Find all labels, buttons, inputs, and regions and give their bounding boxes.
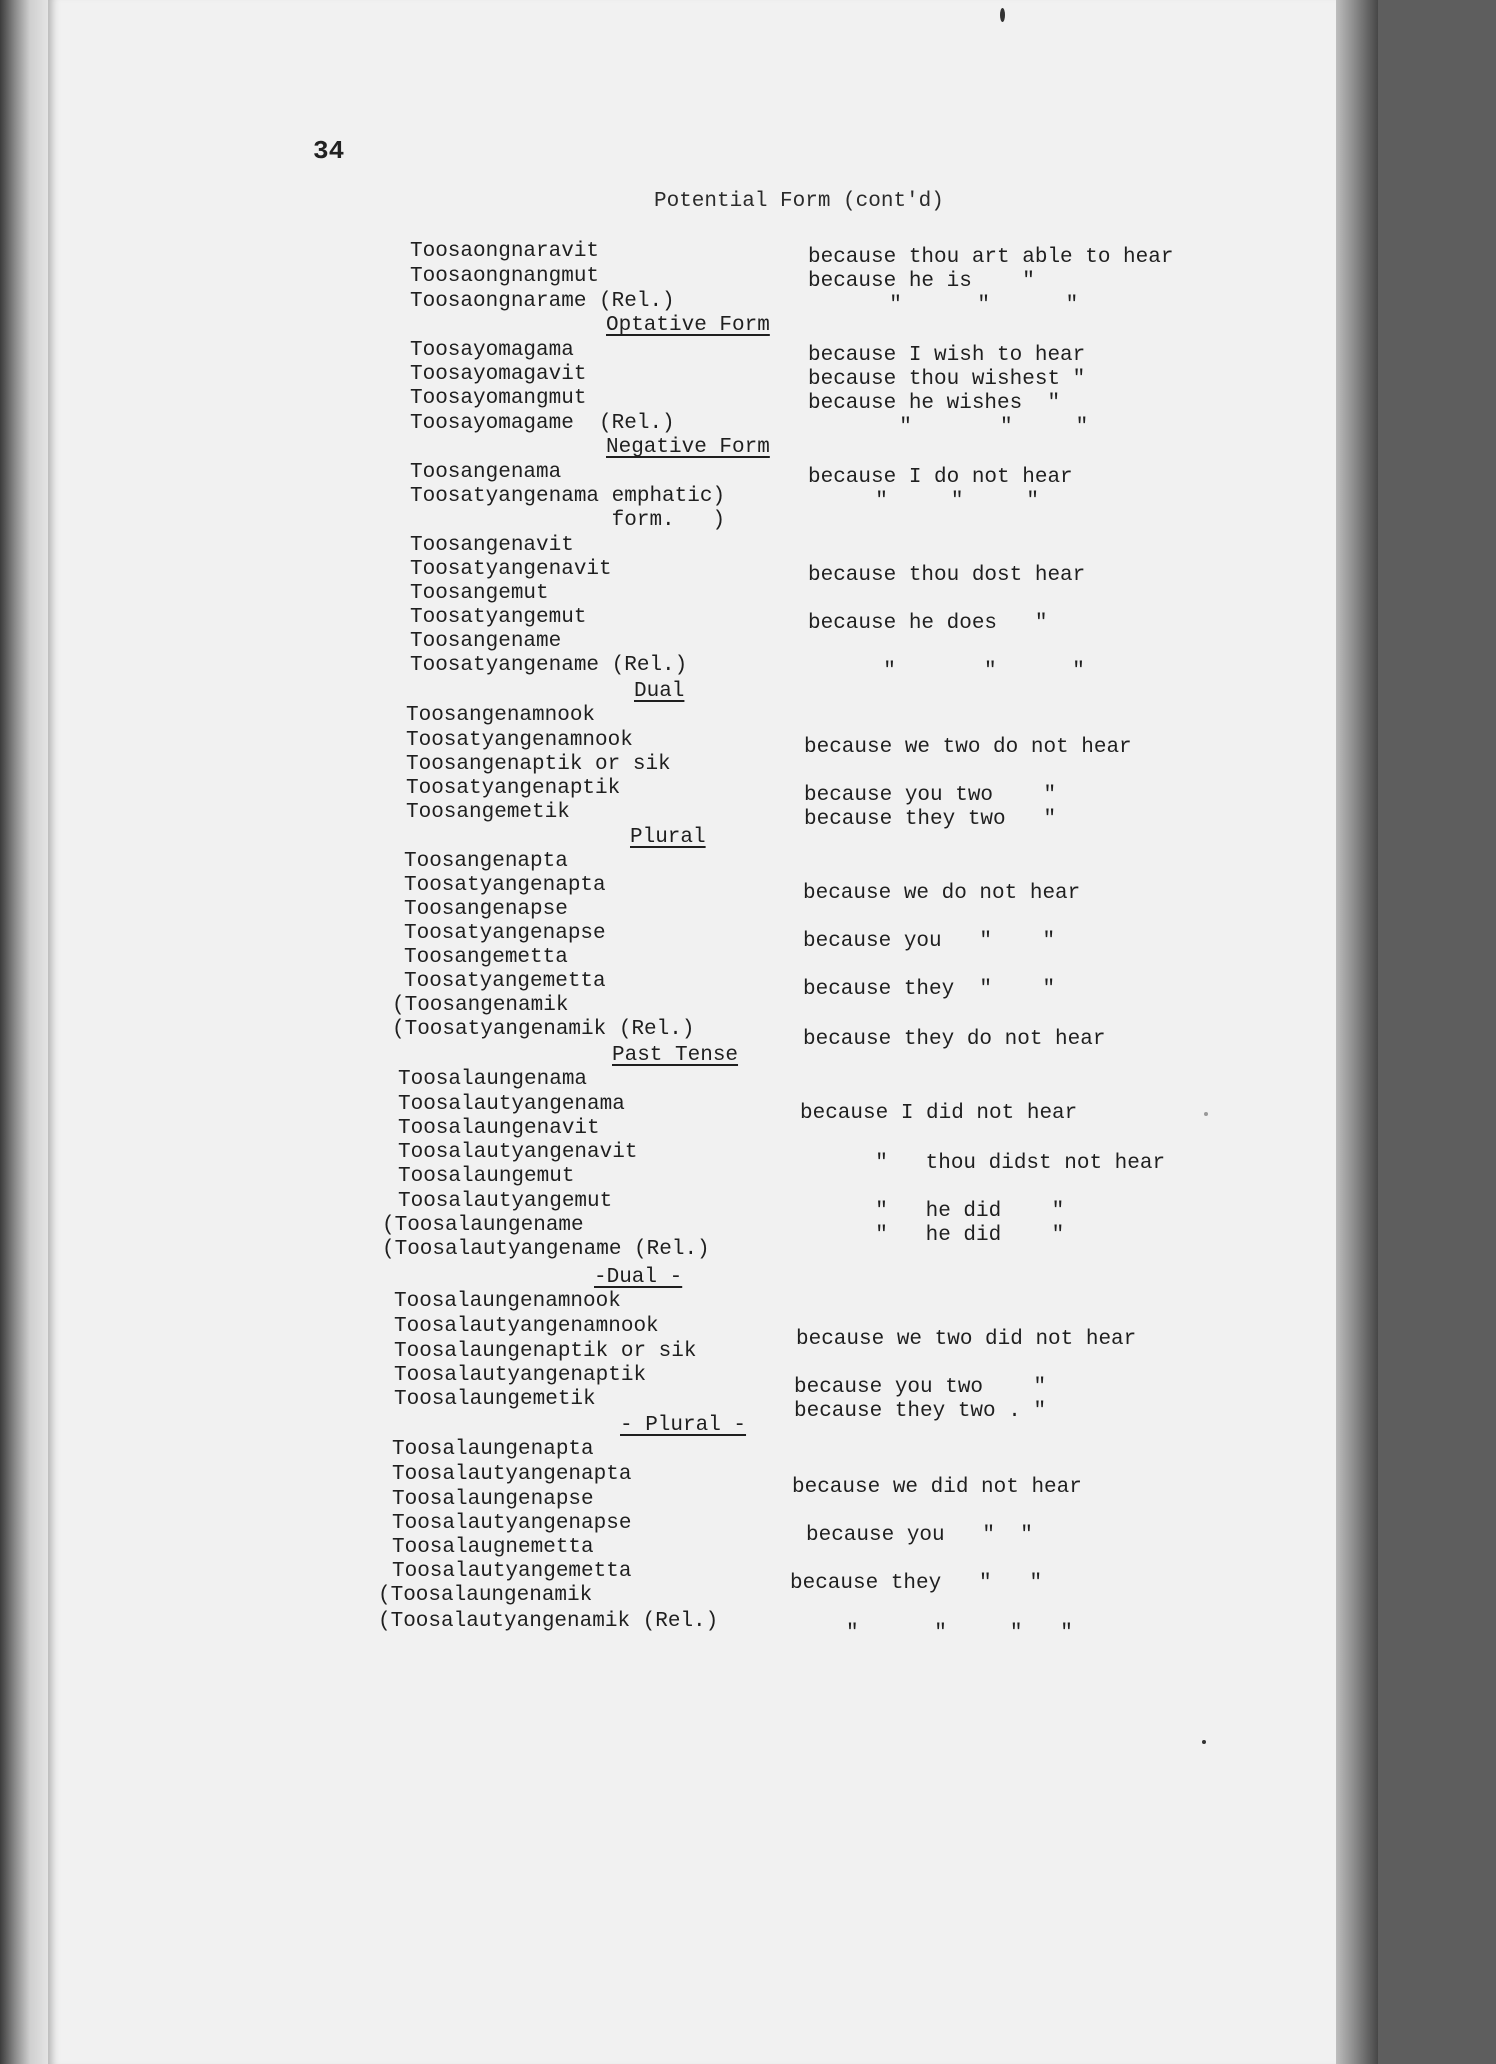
text-line: Toosangenavit xyxy=(410,534,574,557)
section-header: -Dual - xyxy=(594,1266,683,1289)
text-line: Toosangenapta xyxy=(404,850,568,873)
text-line: because they " " xyxy=(790,1572,1043,1595)
section-title: Potential Form (cont'd) xyxy=(654,190,944,213)
text-line: because you two " xyxy=(804,784,1057,807)
text-line: because he does " xyxy=(808,612,1048,635)
text-line: " " " xyxy=(864,294,1079,317)
text-line: (Toosalautyangenamik (Rel.) xyxy=(378,1610,719,1633)
text-line: Toosalautyangemetta xyxy=(392,1560,632,1583)
ink-speck xyxy=(1204,1112,1208,1116)
text-line: Toosatyangenapta xyxy=(404,874,606,897)
text-line: (Toosangenamik xyxy=(392,994,569,1017)
text-line: because they two . " xyxy=(794,1400,1047,1423)
text-line: Toosatyangemetta xyxy=(404,970,606,993)
text-line: Toosatyangename (Rel.) xyxy=(410,654,688,677)
section-header: Plural xyxy=(630,826,706,849)
text-line: because we two do not hear xyxy=(804,736,1132,759)
section-header: Past Tense xyxy=(612,1044,739,1067)
ink-speck xyxy=(1202,1740,1206,1744)
text-line: Toosatyangenaptik xyxy=(406,777,621,800)
text-line: because they " " xyxy=(803,978,1056,1001)
text-line: Toosalaungenapse xyxy=(392,1488,594,1511)
text-line: because I do not hear xyxy=(808,466,1073,489)
text-line: Toosalautyangenapta xyxy=(392,1463,632,1486)
text-line: because they do not hear xyxy=(803,1028,1106,1051)
text-line: Toosaongnarame (Rel.) xyxy=(410,290,675,313)
text-line: Toosatyangemut xyxy=(410,606,587,629)
text-line: because you " " xyxy=(806,1524,1033,1547)
text-line: (Toosalautyangename (Rel.) xyxy=(382,1238,710,1261)
text-line: Toosangenapse xyxy=(404,898,568,921)
text-line: " " " xyxy=(874,416,1089,439)
text-line: Toosalaungenaptik or sik xyxy=(394,1340,697,1363)
text-line: because I did not hear xyxy=(800,1102,1078,1125)
text-line: Toosangenama xyxy=(410,461,562,484)
ink-speck xyxy=(1000,8,1005,22)
text-line: Toosalautyangenamnook xyxy=(394,1315,659,1338)
section-header: - Plural - xyxy=(620,1414,747,1437)
text-line: form. ) xyxy=(410,509,726,532)
text-line: " thou didst not hear xyxy=(850,1152,1166,1175)
text-line: Toosayomagavit xyxy=(410,363,587,386)
text-line: because thou dost hear xyxy=(808,564,1086,587)
text-line: because we two did not hear xyxy=(796,1328,1137,1351)
page-number: 34 xyxy=(313,136,345,166)
text-line: " " " xyxy=(858,660,1085,683)
text-line: because they two " xyxy=(804,808,1057,831)
text-line: (Toosalaungenamik xyxy=(378,1584,593,1607)
text-line: because he wishes " xyxy=(808,392,1061,415)
text-line: Toosangenamnook xyxy=(406,704,596,727)
text-line: Toosayomagame (Rel.) xyxy=(410,412,675,435)
text-line: Toosatyangenapse xyxy=(404,922,606,945)
document-page xyxy=(48,0,1348,2064)
text-line: Toosalautyangenama xyxy=(398,1093,625,1116)
text-line: because thou art able to hear xyxy=(808,246,1174,269)
text-line: Toosalautyangenaptik xyxy=(394,1364,647,1387)
text-line: Toosalaungenama xyxy=(398,1068,588,1091)
text-line: " " " " xyxy=(846,1622,1073,1645)
text-line: because thou wishest " xyxy=(808,368,1086,391)
text-line: Toosaongnaravit xyxy=(410,240,600,263)
text-line: Toosaongnangmut xyxy=(410,265,600,288)
text-line: " he did " xyxy=(850,1200,1065,1223)
text-line: Toosalaungemut xyxy=(398,1165,575,1188)
text-line: Toosangenaptik or sik xyxy=(406,753,671,776)
text-line: because we did not hear xyxy=(792,1476,1082,1499)
text-line: Toosangename xyxy=(410,630,562,653)
text-line: Toosatyangenamnook xyxy=(406,729,633,752)
text-line: " " " xyxy=(850,490,1040,513)
page-binding-edge xyxy=(0,0,48,2064)
section-header: Dual xyxy=(634,680,685,703)
text-line: Toosatyangenavit xyxy=(410,558,612,581)
text-line: Toosalaungenavit xyxy=(398,1117,600,1140)
text-line: Toosangemetta xyxy=(404,946,568,969)
text-line: because I wish to hear xyxy=(808,344,1086,367)
text-line: Toosalautyangemut xyxy=(398,1190,613,1213)
text-line: Toosalaungenapta xyxy=(392,1438,594,1461)
section-header: Optative Form xyxy=(606,314,770,337)
section-header: Negative Form xyxy=(606,436,770,459)
page-right-edge xyxy=(1336,0,1378,2064)
text-line: because you two " xyxy=(794,1376,1047,1399)
text-line: Toosangemetik xyxy=(406,801,570,824)
text-line: Toosayomangmut xyxy=(410,387,587,410)
text-line: Toosalaugnemetta xyxy=(392,1536,594,1559)
text-line: (Toosatyangenamik (Rel.) xyxy=(392,1018,695,1041)
text-line: Toosangemut xyxy=(410,582,549,605)
text-line: because you " " xyxy=(803,930,1056,953)
text-line: Toosatyangenama emphatic) xyxy=(410,485,726,508)
text-line: Toosalaungemetik xyxy=(394,1388,596,1411)
text-line: because he is " xyxy=(808,270,1035,293)
text-line: because we do not hear xyxy=(803,882,1081,905)
text-line: Toosalautyangenavit xyxy=(398,1141,638,1164)
text-line: Toosayomagama xyxy=(410,339,574,362)
text-line: " he did " xyxy=(850,1224,1065,1247)
text-line: (Toosalaungename xyxy=(382,1214,584,1237)
text-line: Toosalautyangenapse xyxy=(392,1512,632,1535)
text-line: Toosalaungenamnook xyxy=(394,1290,621,1313)
